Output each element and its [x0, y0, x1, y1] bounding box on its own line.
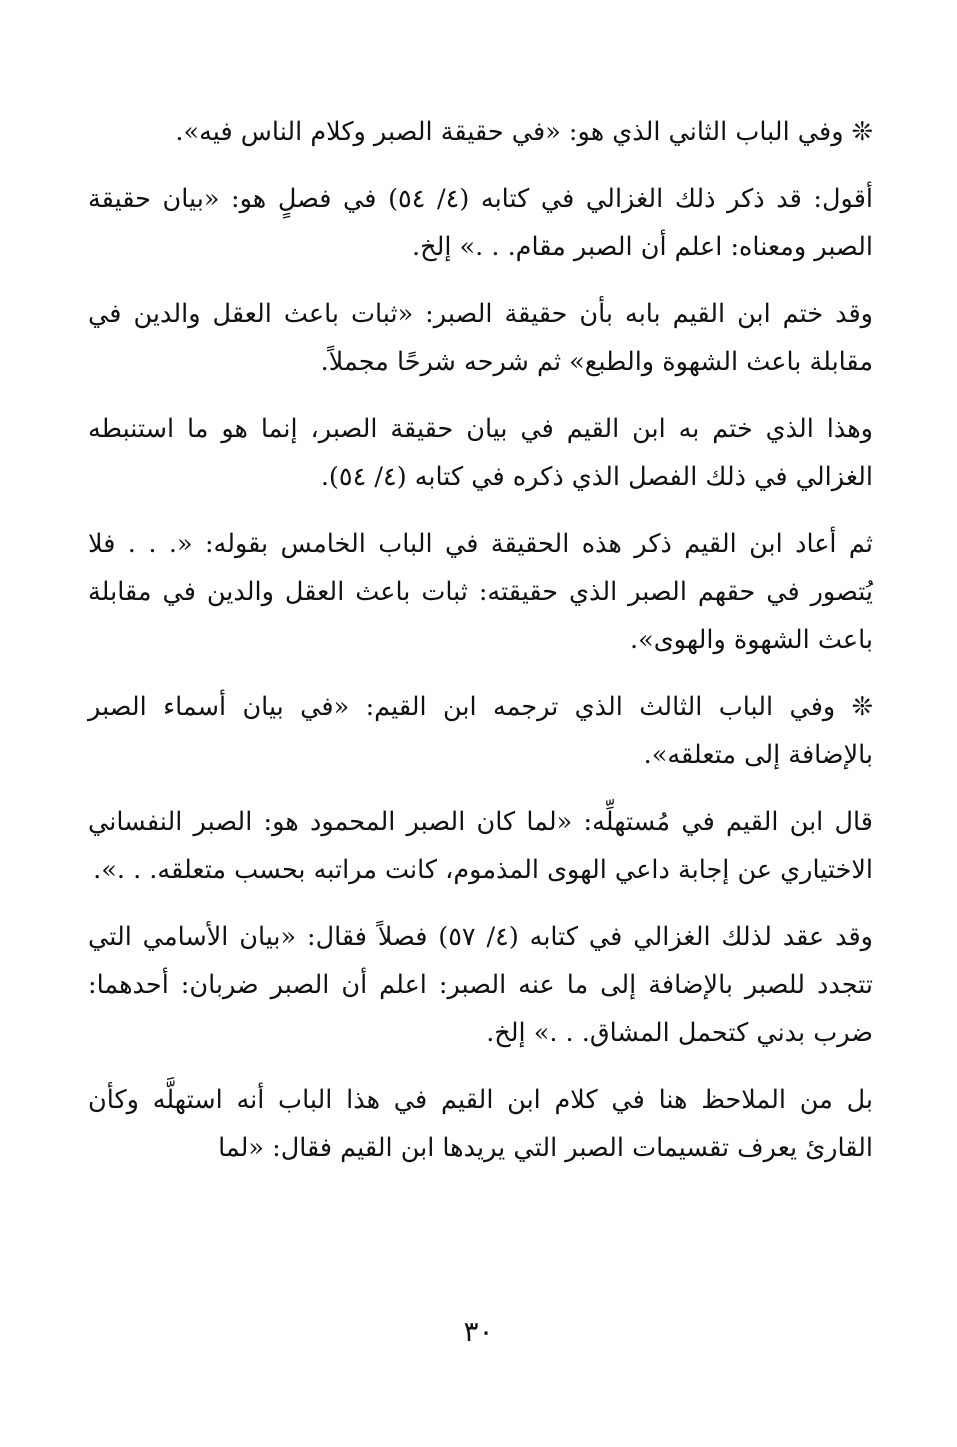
paragraph-9: بل من الملاحظ هنا في كلام ابن القيم في هذا الباب أنه استهلَّه وكأن القارئ يعرف تقسيمات الصبر التي يريدها ابن القيم فقال: «لما — [88, 1085, 873, 1163]
paragraph-2: أقول: قد ذكر ذلك الغزالي في كتابه (٤/ ٥٤) في فصلٍ هو: «بيان حقيقة الصبر ومعناه: اعلم أن الصبر مقام. . .» إلخ. — [88, 184, 873, 262]
paragraph-5: ثم أعاد ابن القيم ذكر هذه الحقيقة في الباب الخامس بقوله: «. . . فلا يُتصور في حقهم الصبر الذي حقيقته: ثبات باعث العقل والدين في مقابلة باعث الشهوة والهوى». — [88, 529, 873, 655]
paragraph-3: وقد ختم ابن القيم بابه بأن حقيقة الصبر: «ثبات باعث العقل والدين في مقابلة باعث الشهوة والطبع» ثم شرحه شرحًا مجملاً. — [88, 299, 873, 377]
paragraph-8: وقد عقد لذلك الغزالي في كتابه (٤/ ٥٧) فصلاً فقال: «بيان الأسامي التي تتجدد للصبر بالإضافة إلى ما عنه الصبر: اعلم أن الصبر ضربان: أحدهما: ضرب بدني كتحمل المشاق. . .» إلخ. — [88, 922, 873, 1048]
page-number: ٣٠ — [463, 1315, 494, 1348]
paragraph-4: وهذا الذي ختم به ابن القيم في بيان حقيقة الصبر، إنما هو ما استنبطه الغزالي في ذلك الفصل الذي ذكره في كتابه (٤/ ٥٤). — [88, 414, 873, 492]
paragraph-1: ❊ وفي الباب الثاني الذي هو: «في حقيقة الصبر وكلام الناس فيه». — [175, 117, 873, 147]
body-text — [88, 108, 873, 1191]
paragraph-6: ❊ وفي الباب الثالث الذي ترجمه ابن القيم: «في بيان أسماء الصبر بالإضافة إلى متعلقه». — [88, 692, 873, 770]
paragraph-7: قال ابن القيم في مُستهلِّه: «لما كان الصبر المحمود هو: الصبر النفساني الاختياري عن إجابة داعي الهوى المذموم، كانت مراتبه بحسب متعلقه. . .». — [88, 807, 873, 885]
